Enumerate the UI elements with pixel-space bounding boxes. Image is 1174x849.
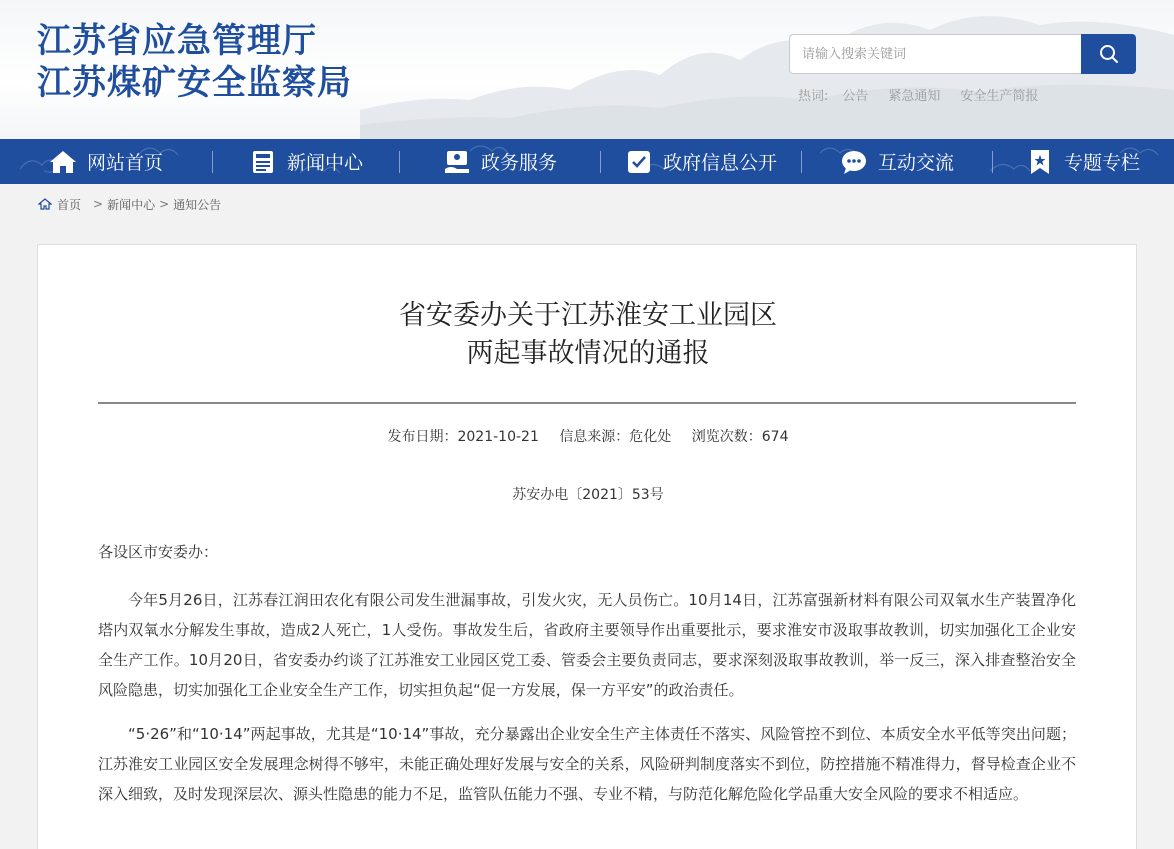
article-title-line-2: 两起事故情况的通报 — [466, 338, 710, 369]
article-title — [38, 297, 1138, 373]
hotword-link[interactable]: 紧急通知 — [888, 89, 941, 104]
article-meta — [38, 426, 1138, 446]
hotword-link[interactable]: 公告 — [842, 89, 869, 104]
nav-item-interaction[interactable] — [802, 139, 992, 184]
breadcrumb-separator: > — [93, 197, 104, 211]
article-title-line-1: 省安委办关于江苏淮安工业园区 — [399, 300, 777, 331]
site-header — [0, 0, 1174, 139]
home-icon — [49, 148, 77, 176]
title-divider — [98, 402, 1076, 404]
publish-date: 发布日期：2021-10-21 — [387, 429, 539, 445]
view-count: 浏览次数：674 — [691, 429, 789, 445]
chat-icon — [840, 148, 868, 176]
nav-item-home[interactable] — [0, 139, 212, 184]
logo-line-1: 江苏省应急管理厅 — [37, 21, 317, 61]
nav-item-label: 政府信息公开 — [662, 152, 777, 174]
paragraph: “5·26”和“10·14”两起事故，尤其是“10·14”事故，充分暴露出企业安全生产主体责任不落实、风险管控不到位、本质安全水平低等突出问题；江苏淮安工业园区安全发展理念树得不够牢，未能正确处理好发展与安全的关系，风险研判制度落实不到位，防控措施不精准得力，督导检查企业不深入细致，及时发现深层次、源头性隐患的能力不足，监管队伍能力不强、专业不精，与防范化解危险化学品重大安全风险的要求不相适应。 — [98, 725, 1076, 803]
breadcrumb-link[interactable]: 通知公告 — [173, 197, 222, 212]
info-source: 信息来源：危化处 — [559, 429, 672, 445]
search-button[interactable] — [1081, 34, 1136, 74]
nav-item-news[interactable] — [213, 139, 399, 184]
nav-item-label: 网站首页 — [86, 152, 163, 174]
nav-item-label: 政务服务 — [480, 152, 557, 174]
home-icon — [38, 198, 52, 210]
article-container — [37, 244, 1137, 849]
info-check-icon — [625, 148, 653, 176]
article-body — [98, 537, 1076, 823]
nav-item-topics[interactable] — [993, 139, 1173, 184]
logo-line-2: 江苏煤矿安全监察局 — [37, 63, 352, 103]
news-icon — [249, 148, 277, 176]
breadcrumb-home-link[interactable]: 首页 — [57, 197, 82, 212]
nav-item-label: 专题专栏 — [1063, 152, 1140, 174]
nav-item-services[interactable] — [400, 139, 600, 184]
hotwords-label: 热词: — [798, 89, 829, 104]
document-number: 苏安办电〔2021〕53号 — [512, 487, 664, 503]
breadcrumb-link[interactable]: 新闻中心 — [107, 197, 156, 212]
hotwords — [798, 85, 1038, 104]
search-icon — [1099, 44, 1119, 64]
search-box — [789, 34, 1136, 74]
site-logo[interactable] — [37, 20, 352, 104]
nav-item-label: 新闻中心 — [286, 152, 363, 174]
search-input[interactable] — [789, 34, 1081, 74]
salutation: 各设区市安委办： — [98, 543, 219, 561]
nav-item-gov-info[interactable] — [601, 139, 801, 184]
breadcrumb — [0, 184, 1174, 224]
paragraph: 今年5月26日，江苏春江润田农化有限公司发生泄漏事故，引发火灾，无人员伤亡。10月14日，江苏富强新材料有限公司双氧水生产装置净化塔内双氧水分解发生事故，造成2人死亡，1人受伤。事故发生后，省政府主要领导作出重要批示，要求淮安市汲取事故教训，切实加强化工企业安全生产工作。10月20日，省安委办约谈了江苏淮安工业园区党工委、管委会主要负责同志，要求深刻汲取事故教训，举一反三，深入排查整治安全风险隐患，切实加强化工企业安全生产工作，切实担负起“促一方发展，保一方平安”的政治责任。 — [98, 591, 1076, 699]
service-icon — [443, 148, 471, 176]
main-nav — [0, 139, 1174, 184]
bookmark-icon — [1026, 148, 1054, 176]
breadcrumb-separator: > — [159, 197, 170, 211]
nav-item-label: 互动交流 — [877, 152, 954, 174]
hotword-link[interactable]: 安全生产简报 — [960, 89, 1039, 104]
